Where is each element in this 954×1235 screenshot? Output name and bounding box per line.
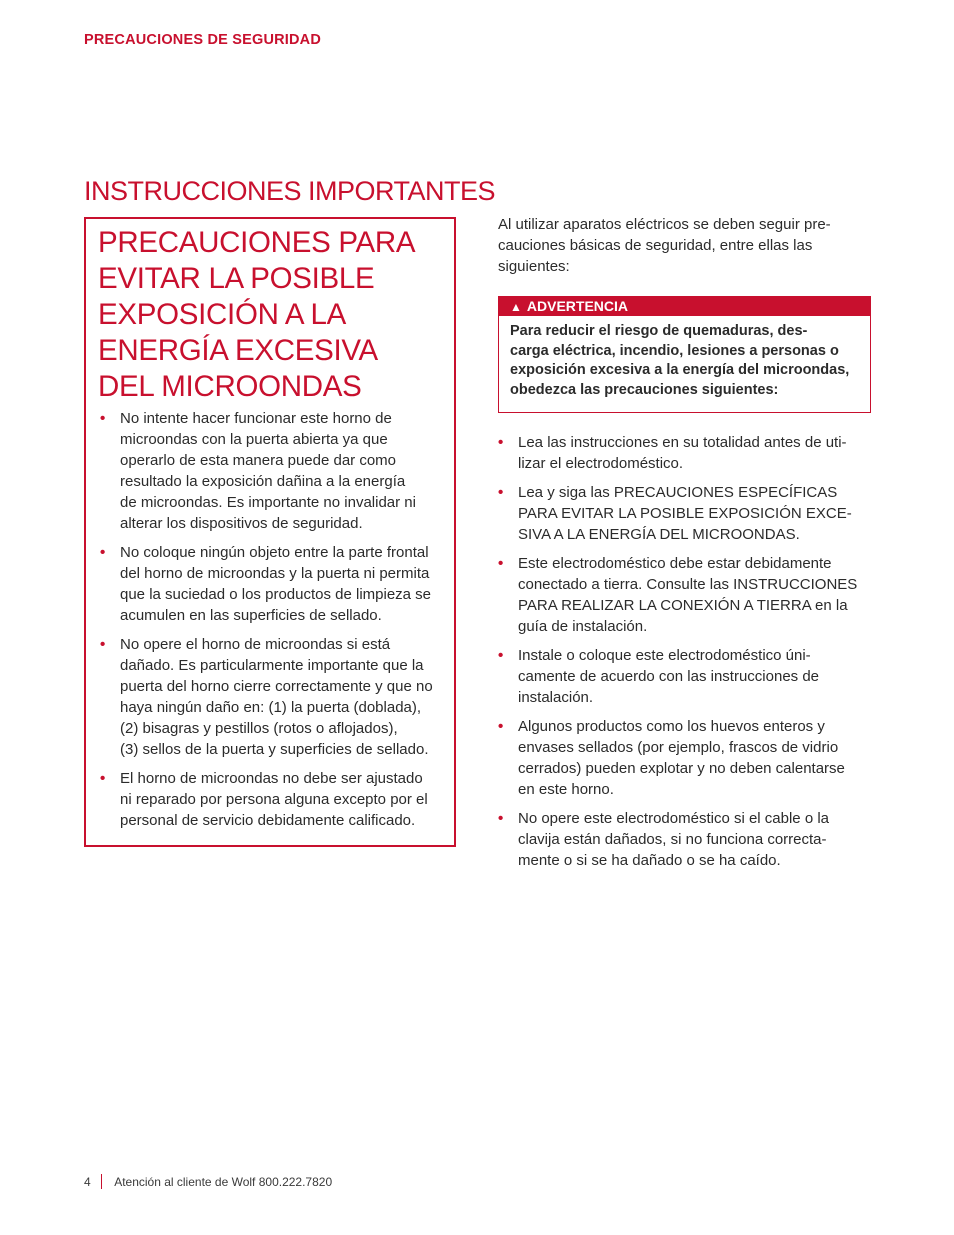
list-item-line: envases sellados (por ejemplo, frascos de vidrio — [518, 739, 839, 756]
list-item — [100, 408, 450, 534]
page-number: 4 — [84, 1174, 91, 1189]
warning-triangle-icon: ▲ — [510, 300, 522, 314]
list-item-line: en este horno. — [518, 781, 614, 798]
warning-label: ADVERTENCIA — [526, 298, 629, 314]
list-item-line: Algunos productos como los huevos enteros y — [518, 718, 825, 735]
list-item-line: guía de instalación. — [518, 618, 648, 635]
box-title-line: ENERGÍA EXCESIVA — [98, 334, 378, 367]
bullet-icon: • — [498, 434, 504, 451]
list-item — [498, 482, 878, 545]
list-item-line: haya ningún daño en: (1) la puerta (doblada), — [120, 699, 422, 716]
list-item — [100, 542, 450, 626]
warning-line: carga eléctrica, incendio, lesiones a personas o — [510, 342, 839, 359]
list-item — [100, 634, 450, 760]
warning-line: exposición excesiva a la energía del microondas, — [510, 362, 850, 378]
bullet-icon: • — [100, 770, 106, 787]
bullet-icon: • — [498, 555, 504, 572]
list-item-line: No intente hacer funcionar este horno de — [120, 410, 392, 427]
list-item-line: resultado la exposición dañina a la energía — [120, 473, 406, 490]
list-item — [498, 432, 878, 474]
list-item-line: cerrados) pueden explotar y no deben calentarse — [518, 760, 845, 777]
box-title-line: DEL MICROONDAS — [98, 370, 362, 403]
list-item-line: del horno de microondas y la puerta ni permita — [120, 565, 430, 582]
list-item-line: clavija están dañados, si no funciona correcta- — [518, 831, 827, 848]
list-item — [498, 808, 878, 871]
list-item-line: microondas con la puerta abierta ya que — [120, 431, 388, 448]
list-item-line: SIVA A LA ENERGÍA DEL MICROONDAS. — [518, 526, 800, 543]
list-item-line: dañado. Es particularmente importante que la — [120, 657, 424, 674]
box-title-line: EVITAR LA POSIBLE — [98, 262, 375, 295]
warning-callout — [498, 296, 871, 413]
footer-divider — [101, 1174, 103, 1189]
list-item — [498, 716, 878, 800]
list-item-line: ni reparado por persona alguna excepto por el — [120, 791, 428, 808]
list-item-line: lizar el electrodoméstico. — [518, 455, 684, 472]
list-item-line: alterar los dispositivos de seguridad. — [120, 515, 363, 532]
list-item-line: No opere este electrodoméstico si el cable o la — [518, 810, 830, 827]
list-item-line: camente de acuerdo con las instrucciones de — [518, 668, 820, 685]
bullet-icon: • — [498, 810, 504, 827]
bullet-icon: • — [100, 410, 106, 427]
list-item-line: PARA REALIZAR LA CONEXIÓN A TIERRA en la — [518, 597, 848, 614]
section-label: PRECAUCIONES DE SEGURIDAD — [84, 32, 322, 48]
page-title: INSTRUCCIONES IMPORTANTES — [84, 176, 496, 206]
list-item-line: PARA EVITAR LA POSIBLE EXPOSICIÓN EXCE- — [518, 505, 852, 522]
box-title-line: EXPOSICIÓN A LA — [98, 298, 346, 331]
list-item-line: Este electrodoméstico debe estar debidamente — [518, 555, 832, 572]
bullet-icon: • — [100, 636, 106, 653]
intro-line: Al utilizar aparatos eléctricos se deben seguir pre- — [498, 216, 831, 233]
page-footer — [84, 1174, 332, 1189]
bullet-icon: • — [100, 544, 106, 561]
intro-paragraph — [498, 214, 878, 277]
box-bullet-list — [100, 408, 450, 839]
box-title — [98, 225, 448, 405]
list-item-line: El horno de microondas no debe ser ajustado — [120, 770, 423, 787]
list-item-line: acumulen en las superficies de sellado. — [120, 607, 382, 624]
list-item-line: Lea y siga las PRECAUCIONES ESPECÍFICAS — [518, 484, 838, 501]
list-item-line: No coloque ningún objeto entre la parte frontal — [120, 544, 429, 561]
bullet-icon: • — [498, 647, 504, 664]
warning-header — [499, 297, 870, 316]
list-item-line: (2) bisagras y pestillos (rotos o aflojados), — [120, 720, 398, 737]
list-item-line: que la suciedad o los productos de limpieza se — [120, 586, 432, 603]
list-item — [498, 645, 878, 708]
list-item-line: conectado a tierra. Consulte las INSTRUCCIONES — [518, 576, 858, 593]
list-item-line: instalación. — [518, 689, 594, 706]
intro-line: siguientes: — [498, 258, 570, 275]
list-item-line: No opere el horno de microondas si está — [120, 636, 391, 653]
box-title-line: PRECAUCIONES PARA — [98, 226, 416, 259]
list-item-line: Instale o coloque este electrodoméstico úni- — [518, 647, 811, 664]
intro-line: cauciones básicas de seguridad, entre ellas las — [498, 237, 813, 254]
list-item-line: operarlo de esta manera puede dar como — [120, 452, 397, 469]
list-item — [498, 553, 878, 637]
right-bullet-list — [498, 432, 878, 879]
warning-line: Para reducir el riesgo de quemaduras, des- — [510, 323, 808, 339]
list-item — [100, 768, 450, 831]
list-item-line: de microondas. Es importante no invalidar ni — [120, 494, 416, 511]
list-item-line: (3) sellos de la puerta y superficies de sellado. — [120, 741, 429, 758]
list-item-line: mente o si se ha dañado o se ha caído. — [518, 852, 781, 869]
precautions-box — [84, 217, 456, 847]
bullet-icon: • — [498, 484, 504, 501]
list-item-line: Lea las instrucciones en su totalidad antes de uti- — [518, 434, 847, 451]
warning-line: obedezca las precauciones siguientes: — [510, 381, 779, 398]
bullet-icon: • — [498, 718, 504, 735]
list-item-line: personal de servicio debidamente calificado. — [120, 812, 416, 829]
list-item-line: puerta del horno cierre correctamente y que no — [120, 678, 433, 695]
footer-text: Atención al cliente de Wolf 800.222.7820 — [114, 1174, 333, 1189]
warning-body — [499, 316, 870, 400]
